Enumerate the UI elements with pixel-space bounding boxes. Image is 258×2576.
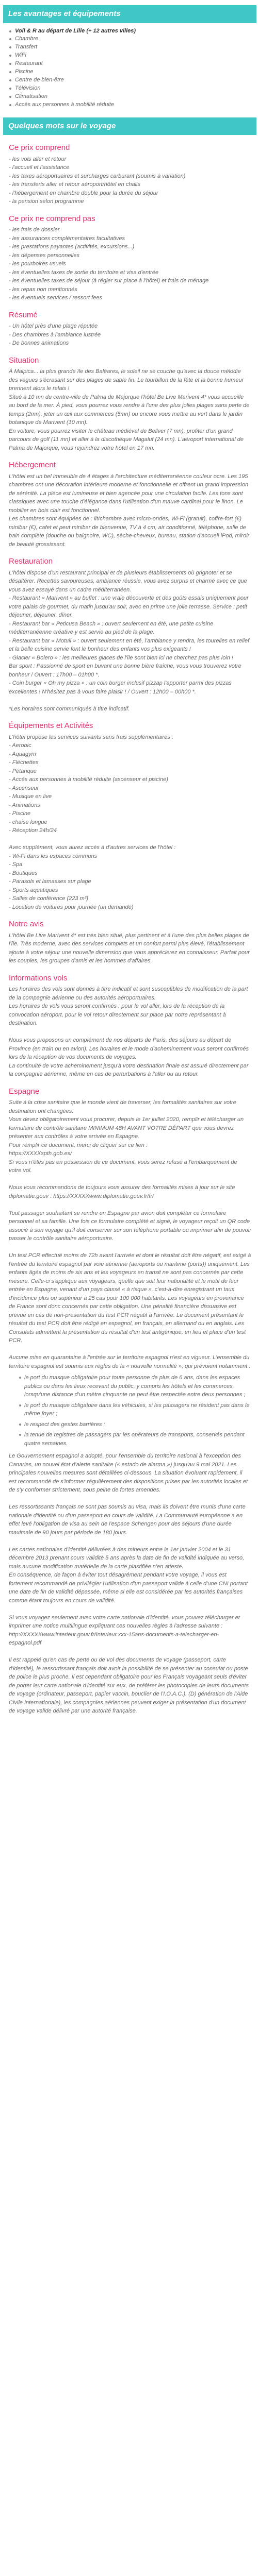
section-text: L'hôtel Be Live Marivent 4* est très bien situé, plus pertinent et à l'une des plus belles plages de l'île. Très moderne, avec des services complets et un confort parmi plus élevé, l'établissement ajoute à votre séjour une nouvelle dimension que vous apprécierez en connaisseur. Parfait pour les couples, les groupes d'amis et les hommes d'affaires. (9, 932, 250, 964)
list-item: Voil & R au départ de Lille (+ 12 autres villes) (15, 27, 256, 36)
section-title: Ce prix ne comprend pas (9, 214, 95, 223)
list-item: Piscine (15, 68, 256, 76)
section-notre-avis (9, 919, 251, 965)
section-text: À Malpica... la plus grande île des Baléares, le soleil ne se couche qu'avec la douce mélodie des vagues s'écrasant sur des plages de sable fin. Le tourbillon de la fête et la bonne humeur prennent alors le relais ! Situé à 10 mn du centre-ville de Palma de Majorque l'hôtel Be Live Marivent 4* vous accueille au bord de la mer. À pied, vous pourrez vous rendre à l'une des plus jolies plages sans perte de temps (2mn), jeter un œil aux commerces (5mn) ou encore vous mettre au vert dans le jardin botanique de Marivent (10 mn). En voiture, vous pourrez visiter le château médiéval de Bellver (7 mn), profiter d'un grand parcours de golf (11 mn) et aller à la discothèque Magaluf (24 mn). L'aéroport international de Palma de Majorque, vous rejoindrez votre hôtel en 17 mn. (9, 368, 250, 451)
section-title: Situation (9, 355, 39, 365)
list-item: Chambre (15, 35, 256, 43)
section-restauration (9, 556, 251, 713)
section-text: L'hôtel propose les services suivants sans frais supplémentaires : - Aerobic - Aquagym - Fléchettes - Pétanque - Accès aux personnes à mobilité réduite (ascenseur et piscine) - Ascenseur - Musique en live - Animations - Piscine - chaise longue - Réception 24h/24 Avec supplément, vous aurez accès à d'autres services de l'hôtel : - Wi-Fi dans les espaces communs - Spa - Boutiques - Parasols et lamasses sur plage - Sports aquatiques - Salles de conférence (223 m²) - Location de voitures pour journée (un demandé) (9, 734, 176, 910)
section-text: L'hôtel dispose d'un restaurant principal et de plusieurs établissements où grignoter et se désaltérer. Recettes savoureuses, ambiance réussie, vous avez surpris et charmé avec ce que vous avez essayé dans un cadre méditerranéen. - Restaurant « Marivent » au buffet : une vraie découverte et des goûts essais uniquement pour votre palais de gourmet, du matin jusqu'au soir, avec en prime une jolie terrasse. Service : petit déjeuner, déjeuner, dîner. - Restaurant bar « Peticusa Beach » : ouvert seulement en été, une petite cuisine méditerranéenne créative y est servie au pied de la plage. - Restaurant bar « Motuil » : ouvert seulement en été, l'ambiance y rendra, les tourelles en relief et la belle cuisine servie font le bonheur des enfants vos plus exigeants ! - Glacier « Bolero » : les meilleures glaces de l'île sont bien ici ne cherchez pas plus loin ! Bar sport : Passionné de sport en buvant une bonne bière fraîche, vous vous trouverez votre bonheur / Ouvert : 17h00 – 01h00 *. - Coin burger « Oh my pizza » : un coin burger inclusif pizzap l'apporter parmi des pizzas excellentes ! N'hésitez pas à vous faire plaisir ! / Ouvert : 12h00 – 00h00 *. *Les horaires sont communiqués à titre indicatif. (9, 569, 250, 712)
list-item: Climatisation (15, 93, 256, 101)
list-item: le respect des gestes barrières ; (24, 1420, 251, 1429)
page (0, 5, 258, 1716)
section-prix-ne-comprend-pas (9, 213, 251, 302)
section-text: Les horaires des vols sont donnés à titre indicatif et sont susceptibles de modification de la part de la compagnie aérienne ou des autorités aéroportuaires. Les horaires de vols vous seront confirmés : pour le vol aller, lors de la réception de la convocation aéroport, pour le vol retour directement sur place par notre représentant à destination. Nous vous proposons un complément de nos départs de Paris, des séjours au départ de Province (en train ou en avion). Les horaires et le mode d'acheminement vous seront confirmés lors de la réception de vos documents de voyages. La continuité de votre acheminement jusqu'à votre destination finale est assuré directement par la compagnie aérienne, même en cas de perturbations à l'aller ou au retour. (9, 986, 249, 1078)
section-banner-avantages: Les avantages et équipements (3, 5, 256, 23)
section-banner-voyage: Quelques mots sur le voyage (3, 117, 256, 135)
section-situation (9, 355, 251, 453)
section-title: Restauration (9, 557, 53, 566)
section-title: Hébergement (9, 461, 56, 470)
section-equipements-activites (9, 720, 251, 911)
list-item: Transfert (15, 43, 256, 52)
section-informations-vols (9, 973, 251, 1079)
section-prix-comprend (9, 142, 251, 206)
section-text: Suite à la crise sanitaire que le monde vient de traverser, les formalités sanitaires sur votre destination ont changées. Vous devez obligatoirement vous procurer, depuis le 1er juillet 2020, remplir et télécharger un formulaire de contrôle sanitaire MINIMUM 48H AVANT VOTRE DÉPART que vous devrez présenter aux contrôles à votre arrivée en Espagne. Pour remplir ce document, merci de cliquer sur ce lien : https://XXXXspth.gob.es/ Si vous n'êtes pas en possession de ce document, vous serez refusé à l'embarquement de votre vol. Nous vous recommandons de toujours vous assurer des formalités mises à jour sur le site diplomatie.gouv : https://XXXXXwww.diplomatie.gouv.fr/fr/ Tout passager souhaitant se rendre en Espagne par avion doit compléter ce formulaire personnel et sa famille. Une fois ce formulaire complété et signé, le voyageur reçoit un QR code associé à son voyage qu'il doit conserver sur son téléphone portable ou imprimer afin de pouvoir passer le contrôle sanitaire aéroportuaire. Un test PCR effectué moins de 72h avant l'arrivée et dont le résultat doit être négatif, est exigé à l'entrée du territoire espagnol par voie aérienne (aéroports ou maritime (ports)) uniquement. Les enfants âgés de moins de six ans et les voyageurs en transit ne sont pas concernés par cette mesure. Celle-ci s'applique aux voyageurs, quelle que soit leur nationalité et le motif de leur entrée en Espagne, venant d'un pays classé « à risque », c'est-à-dire enregistrant un taux d'incidence plus ou supérieur à 25 cas pour 100 000 habitants. Les voyageurs en provenance de France sont donc concernés par cette obligation. Une pénalité financière dissuasive est prévue en cas de non-présentation du test PCR négatif à l'arrivée. Le document présentant le résultat du test PCR doit être rédigé en espagnol, en français, en allemand ou en anglais. Les Consulats admettent la présentation du résultat d'un test antigénique, en lieu et place d'un test PCR. Aucune mise en quarantaine à l'entrée sur le territoire espagnol n'est en vigueur. L'ensemble du territoire espagnol est soumis aux règles de la « nouvelle normalité », qui prévoient notamment : (9, 1099, 251, 1369)
section-resume (9, 310, 251, 348)
section-hebergement (9, 460, 251, 549)
list-item: le port du masque obligatoire pour toute personne de plus de 6 ans, dans les espaces publics ou dans les lieux recevant du public, y compris les hôtels et les commerces, lorsqu'une distance d'un mètre cinquante ne peut être respectée entre deux personnes ; (24, 1374, 251, 1399)
list-item: Restaurant (15, 60, 256, 68)
section-text: - Un hôtel près d'une plage réputée - Des chambres à l'ambiance lustrée - De bonnes animations (9, 323, 101, 347)
list-item: le port du masque obligatoire dans les véhicules, si les passagers ne résident pas dans le même foyer ; (24, 1401, 251, 1418)
list-item: WiFi (15, 52, 256, 60)
list-item: Télévision (15, 84, 256, 93)
section-title: Ce prix comprend (9, 143, 70, 152)
section-title: Espagne (9, 1087, 40, 1096)
section-text: - les vols aller et retour - l'accueil et l'assistance - les taxes aéroportuaires et surcharges carburant (soumis à variation) - les transferts aller et retour aéroport/hôtel en chalis - l'hébergement en chambre double pour la durée du séjour - la pension selon programme (9, 156, 186, 205)
section-text-closing: Le Gouvernement espagnol a adopté, pour l'ensemble du territoire national à l'exception des Canaries, un nouvel état d'alerte sanitaire (« estado de alarma ») jusqu'au 9 mai 2021. Les principales nouvelles mesures sont détaillées ci-dessous. La situation évoluant rapidement, il est recommandé de s'informer régulièrement des dispositions prises par les autorités locales et de s'y conformer strictement, sous peine de fortes amendes. Les ressortissants français ne sont pas soumis au visa, mais ils doivent être munis d'une carte nationale d'identité ou d'un passeport en cours de validité. La Communauté européenne a en effet levé l'obligation de visa au sein de l'espace Schengen pour des séjours d'une durée maximale de 90 jours par période de 180 jours. Les cartes nationales d'identité délivrées à des mineurs entre le 1er janvier 2004 et le 31 décembre 2013 prenant cours validité 5 ans après la date de fin de validité indiquée au verso, mais aucune modification matérielle de la carte plastifiée n'en atteste. En conséquence, de façon à éviter tout désagrément pendant votre voyage, il vous est fortement recommandé de privilégier l'utilisation d'un passeport valide à celle d'une CNI portant une date de fin de validité dépassée, même si elle est considérée par les autorités françaises comme étant toujours en cours de validité. Si vous voyagez seulement avec votre carte nationale d'identité, vous pouvez télécharger et imprimer une notice multilingue expliquant ces nouvelles règles à l'adresse suivante : http://XXXXXwww.interieur.gouv.fr/Interieur.xxx-15ans-documents-a-telecharger-en-espagnol.pdf Il est rappelé qu'en cas de perte ou de vol des documents de voyage (passeport, carte d'identité), le ressortissant français doit avoir la possibilité de se présenter au consulat ou poste de police le plus proche. Il est cependant obligatoire pour les Français voyageant seuls d'éviter de porter leur carte nationale d'identité sur eux, de préférer les photocopies de leurs documents de voyage (ordinateur, passeport, papier vaccin, bouclier de l'I.O.A.C.). (D) génération de l'Aide Civile Internationale), les compagnies aériennes peuvent exiger la présentation d'un document de voyage valide délivré par une autorité française. (9, 1453, 249, 1715)
list-item: Accès aux personnes à mobilité réduite (15, 101, 256, 109)
section-title: Notre avis (9, 920, 44, 929)
section-title: Équipements et Activités (9, 721, 93, 731)
section-text: - les frais de dossier - les assurances complémentaires facultatives - les prestations payantes (activités, excursions...) - les dépenses personnelles - les pourboires usuels - les éventuelles taxes de sortie du territoire et visa d'entrée - les éventuelles taxes de séjour (à régler sur place à l'hôtel) et frais de ménage - les repas non mentionnés - les éventuels services / ressort fees (9, 227, 209, 301)
equipements-list (2, 27, 256, 109)
section-title: Résumé (9, 310, 38, 319)
list-item: Centre de bien-être (15, 76, 256, 84)
section-title: Informations vols (9, 973, 68, 982)
section-text: L'hôtel est un bel immeuble de 4 étages à l'architecture méditerranéenne couleur ocre. Les 195 chambres ont une décoration intérieure moderne et fonctionnelle et offrent un grand impression de sérénité. La pièce est lumineuse et bien agencée pour une circulation facile. Les tons sont classiques avec une touche d'élégance dans l'utilisation d'un mauve cardinal pour le linon. Le mobilier en bois clair est fonctionnel. Les chambres sont équipées de : lit/chambre avec micro-ondes, Wi-Fi (gratuit), coffre-fort (€) minibar (€), cafet et peut minibar de bienvenue, TV à 4 cm, air conditionné, téléphone, salle de bain complète (douche ou baignoire, WC), sèche-cheveux, bureau, station d'accueil iPod, miroir de beauté grossissant. (9, 473, 250, 548)
list-item: la tenue de registres de passagers par les opérateurs de transports, conservés pendant quatre semaines. (24, 1431, 251, 1448)
section-espagne (9, 1086, 251, 1716)
normalite-list (9, 1374, 251, 1448)
